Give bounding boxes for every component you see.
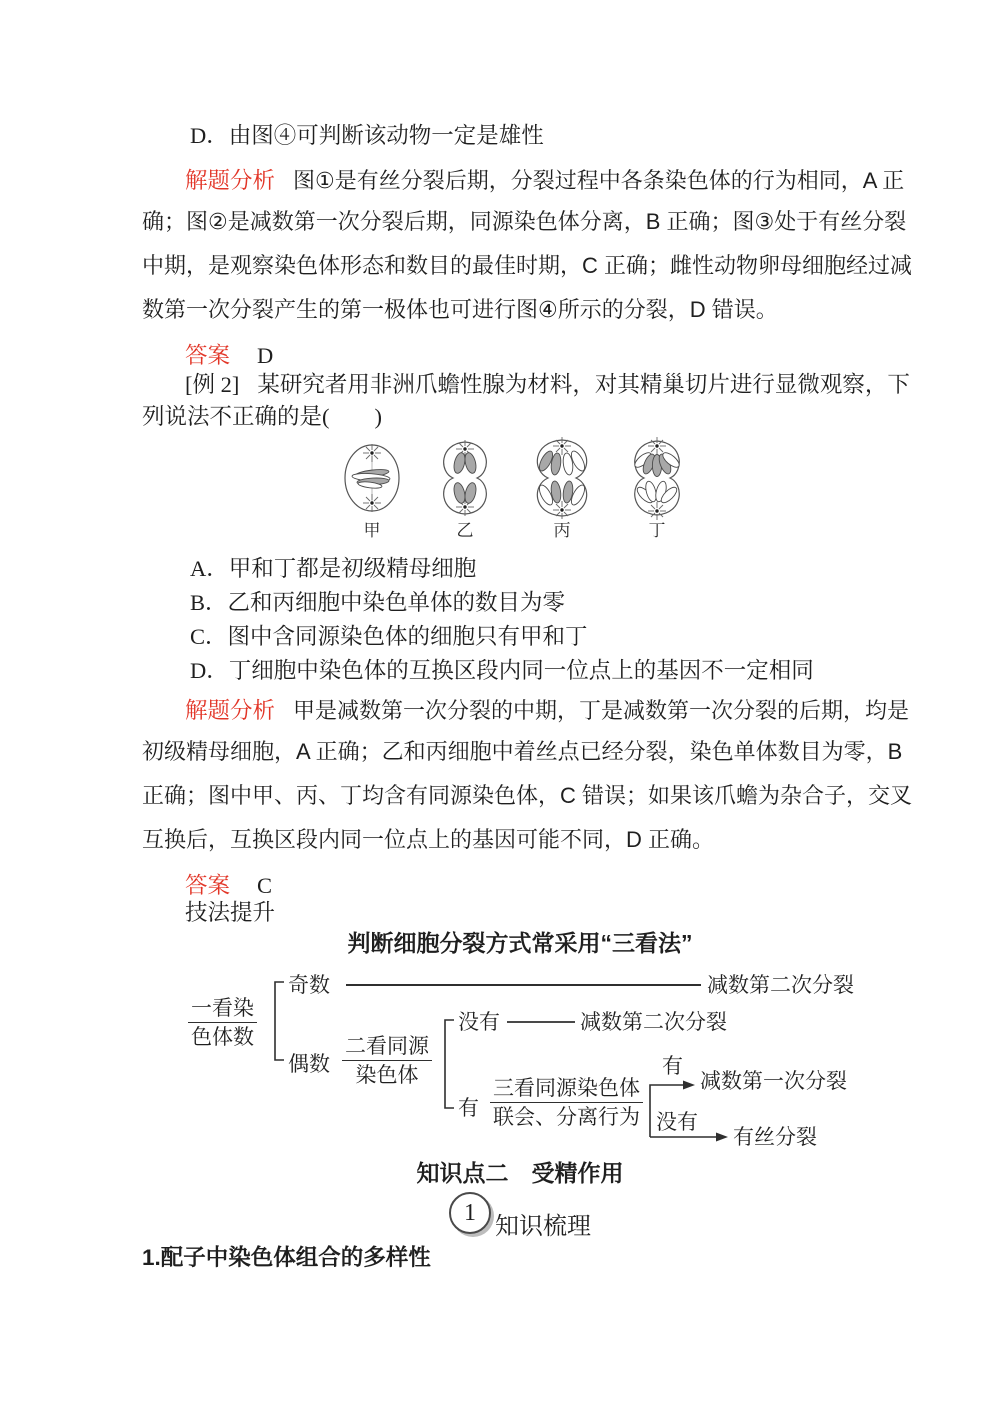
flowchart-title: 判断细胞分裂方式常采用“三看法” [347,930,693,956]
technique-heading: 技法提升 [185,900,276,925]
badge-label: 知识梳理 [495,1214,591,1240]
flow-meiosis2-a: 减数第二次分裂 [707,973,854,997]
ex2-analysis-line4: 互换后，互换区段内同一位点上的基因可能不同，D 正确。 [142,827,715,852]
ex1-analysis-line2: 确；图②是减数第一次分裂后期，同源染色体分离，B 正确；图③处于有丝分裂 [142,209,907,234]
look1-fraction [188,995,257,1050]
ex1-analysis-line3: 中期，是观察染色体形态和数目的最佳时期，C 正确；雌性动物卵母细胞经过减 [142,253,913,278]
knowledge-badge-row [150,1192,890,1241]
cell-label-bing: 丙 [553,521,571,540]
cell-division-figure [330,427,720,541]
ex2-option-a: A．甲和丁都是初级精母细胞 [190,556,477,581]
flow-none1: 没有 [458,1010,500,1034]
cell-division-svg [330,427,720,541]
ex1-analysis-line1 [185,163,904,196]
flow-have2: 有 [662,1054,683,1078]
flow-meiosis2-b: 减数第二次分裂 [580,1010,727,1034]
flow-even: 偶数 [288,1052,330,1076]
ex2-analysis-label: 解题分析 [185,698,276,723]
cell-jia [345,444,399,512]
ex2-option-c: C．图中含同源染色体的细胞只有甲和丁 [190,624,588,649]
ex1-answer-row [185,338,273,371]
ex2-analysis-text1: 甲是减数第一次分裂的中期，丁是减数第一次分裂的后期，均是 [293,698,910,723]
ex2-option-d: D．丁细胞中染色体的互换区段内同一位点上的基因不一定相同 [190,658,814,683]
ex1-analysis-text1: 图①是有丝分裂后期，分裂过程中各条染色体的行为相同，A 正 [293,168,905,193]
section2-item1: 1.配子中染色体组合的多样性 [142,1245,431,1270]
ex2-answer-value: C [257,873,273,898]
cell-label-yi: 乙 [456,521,474,540]
cell-yi [444,440,487,516]
look2-top: 二看同源 [342,1033,432,1061]
cell-label-ding: 丁 [648,521,666,540]
ex2-stem-text1: 某研究者用非洲爪蟾性腺为材料，对其精巢切片进行显微观察，下 [257,372,910,397]
section2-title: 知识点二 受精作用 [416,1160,624,1186]
ex2-tag: [例 2] [185,372,240,397]
look1-top: 一看染 [188,995,257,1023]
look1-bottom: 色体数 [191,1025,254,1049]
ex1-analysis-line4: 数第一次分裂产生的第一极体也可进行图④所示的分裂，D 错误。 [142,297,778,322]
ex1-option-d: D．由图④可判断该动物一定是雄性 [190,123,544,148]
ex2-stem-line2: 列说法不正确的是( ) [142,404,382,429]
ex1-answer-label: 答案 [185,343,231,368]
look2-fraction [342,1033,432,1088]
flow-meiosis1: 减数第一次分裂 [700,1069,847,1093]
flow-mitosis: 有丝分裂 [733,1125,817,1149]
look2-bottom: 染色体 [355,1063,419,1087]
look3-bottom: 联会、分离行为 [493,1105,640,1129]
ex2-analysis-line1 [185,693,909,726]
cell-label-jia: 甲 [363,521,381,540]
cell-bing [537,437,587,519]
look3-top: 三看同源染色体 [490,1075,643,1103]
three-look-flowchart [150,925,890,1170]
ex2-analysis-line2: 初级精母细胞，A 正确；乙和丙细胞中着丝点已经分裂，染色单体数目为零，B [142,739,903,764]
cell-ding [633,437,682,520]
flow-odd: 奇数 [288,973,330,997]
ex1-analysis-label: 解题分析 [185,168,276,193]
flow-none2: 没有 [656,1110,698,1134]
ex2-answer-label: 答案 [185,873,231,898]
circled-number-icon: 1 [449,1192,491,1234]
look3-fraction [490,1075,643,1130]
ex2-option-b: B．乙和丙细胞中染色单体的数目为零 [190,590,566,615]
flow-have1: 有 [458,1096,479,1120]
ex1-answer-value: D [257,343,274,368]
ex2-stem-line1 [185,370,910,400]
ex2-answer-row [185,868,272,901]
ex2-analysis-line3: 正确；图中甲、丙、丁均含有同源染色体，C 错误；如果该爪蟾为杂合子，交叉 [142,783,913,808]
